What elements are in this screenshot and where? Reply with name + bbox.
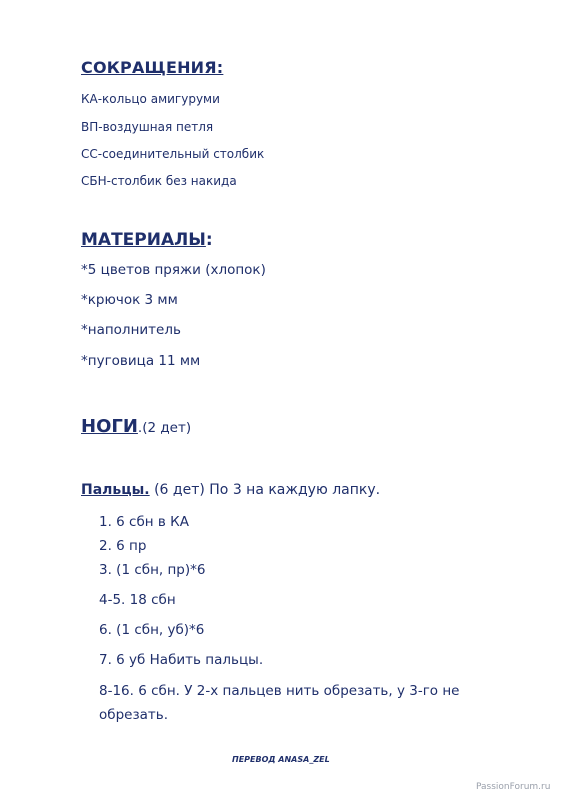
materials-heading bbox=[81, 230, 213, 250]
fingers-description: (6 дет) По 3 на каждую лапку. bbox=[149, 482, 381, 498]
step-item-continuation: обрезать. bbox=[99, 707, 169, 723]
step-item: 2. 6 пр bbox=[99, 538, 147, 554]
material-item: *наполнитель bbox=[81, 322, 181, 338]
abbreviation-item: СС-соединительный столбик bbox=[81, 147, 265, 161]
abbreviation-item: ВП-воздушная петля bbox=[81, 120, 214, 134]
step-item: 3. (1 сбн, пр)*6 bbox=[99, 562, 206, 578]
fingers-heading bbox=[81, 482, 380, 498]
materials-title: МАТЕРИАЛЫ bbox=[81, 230, 206, 250]
step-item: 7. 6 уб Набить пальцы. bbox=[99, 652, 264, 668]
step-item: 4-5. 18 сбн bbox=[99, 592, 176, 608]
abbreviation-item: КА-кольцо амигуруми bbox=[81, 92, 220, 106]
legs-title: НОГИ bbox=[81, 416, 138, 437]
translator-credit: ПЕРЕВОД ANASA_ZEL bbox=[232, 755, 330, 764]
step-item: 8-16. 6 сбн. У 2-х пальцев нить обрезать, у 3-го не bbox=[99, 683, 460, 699]
material-item: *крючок 3 мм bbox=[81, 292, 178, 308]
abbreviations-title: СОКРАЩЕНИЯ: bbox=[81, 58, 224, 77]
step-item: 6. (1 сбн, уб)*6 bbox=[99, 622, 205, 638]
material-item: *5 цветов пряжи (хлопок) bbox=[81, 262, 266, 278]
material-item: *пуговица 11 мм bbox=[81, 353, 201, 369]
materials-colon: : bbox=[205, 230, 213, 250]
watermark: PassionForum.ru bbox=[476, 782, 551, 792]
fingers-title: Пальцы. bbox=[81, 482, 150, 498]
legs-heading bbox=[81, 416, 191, 437]
abbreviation-item: СБН-столбик без накида bbox=[81, 174, 237, 188]
legs-count: .(2 дет) bbox=[137, 420, 192, 436]
step-item: 1. 6 сбн в КА bbox=[99, 514, 189, 530]
